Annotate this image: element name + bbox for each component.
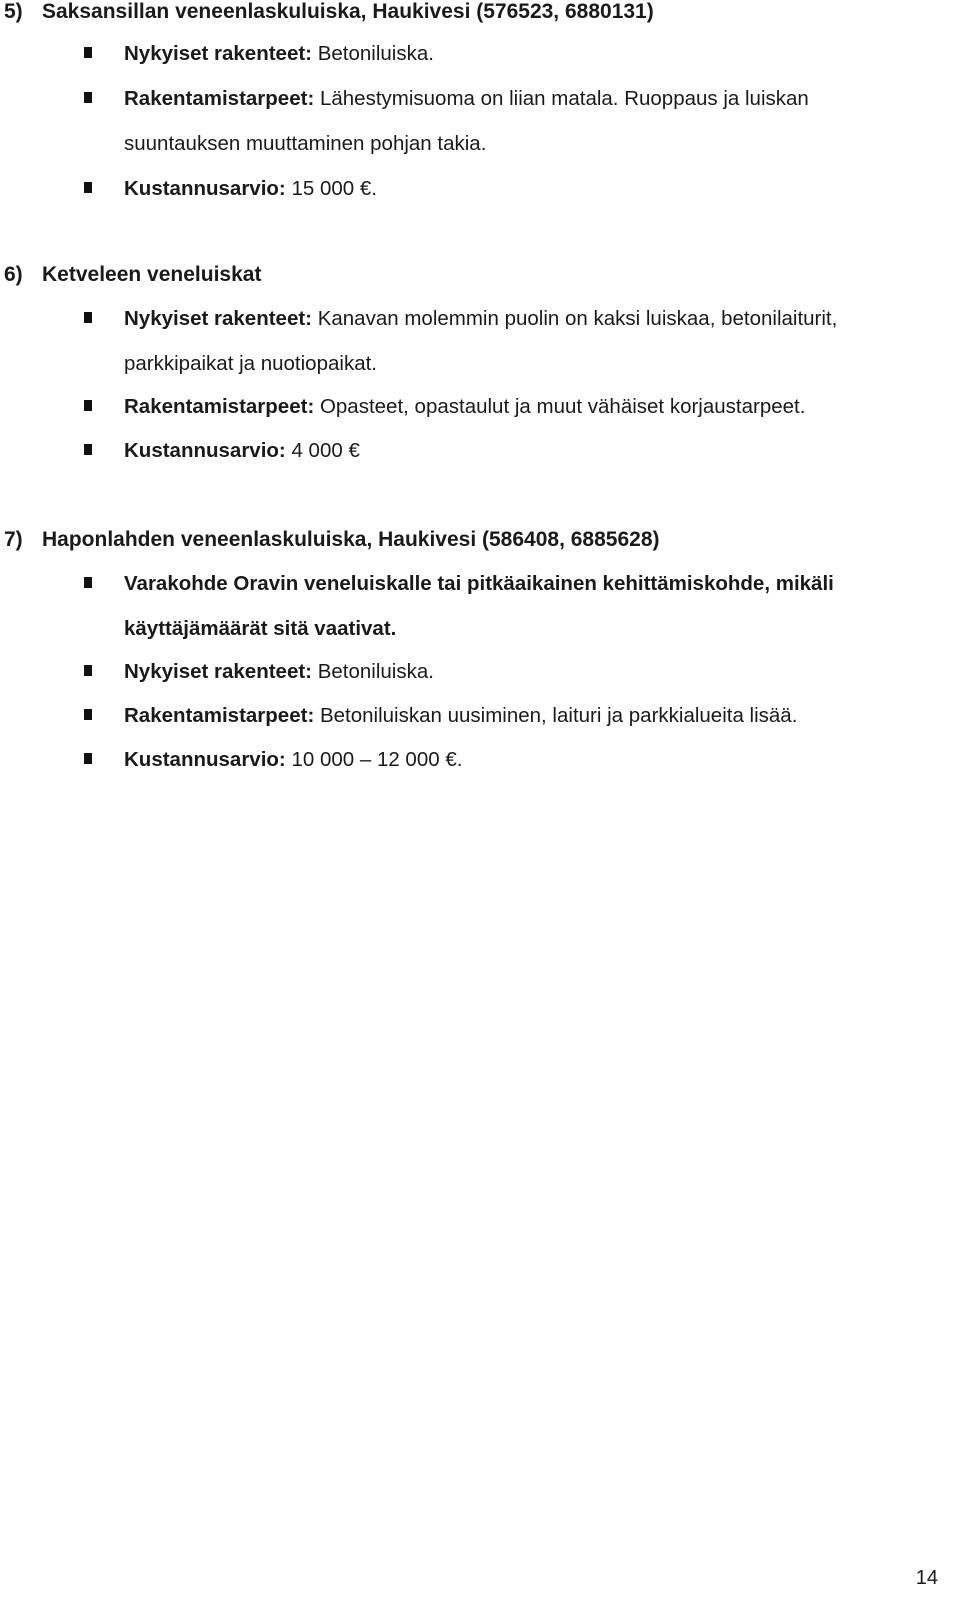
section-title: Ketveleen veneluiskat — [42, 263, 262, 286]
list-item — [84, 693, 944, 738]
item-value: Betoniluiskan uusiminen, laituri ja parkkialueita lisää. — [314, 704, 798, 727]
item-label: Rakentamistarpeet: — [124, 87, 315, 110]
square-bullet-icon — [84, 47, 92, 58]
square-bullet-icon — [84, 709, 92, 720]
section-heading — [4, 527, 660, 553]
list-item — [84, 296, 944, 386]
item-label: Rakentamistarpeet: — [124, 704, 315, 727]
item-value: Kanavan molemmin puolin on kaksi luiskaa, betonilaiturit, — [312, 307, 838, 330]
item-label: Nykyiset rakenteet: — [124, 307, 313, 330]
list-item — [84, 31, 944, 76]
page-number: 14 — [915, 1567, 938, 1589]
section-title: Saksansillan veneenlaskuluiska, Haukivesi (576523, 6880131) — [42, 0, 654, 23]
item-label: Kustannusarvio: — [124, 439, 286, 462]
item-value: 10 000 – 12 000 €. — [285, 748, 463, 771]
square-bullet-icon — [84, 400, 92, 411]
item-label: Kustannusarvio: — [124, 748, 286, 771]
item-value: Opasteet, opastaulut ja muut vähäiset korjaustarpeet. — [314, 395, 806, 418]
section-title: Haponlahden veneenlaskuluiska, Haukivesi (586408, 6885628) — [42, 528, 660, 551]
list-item — [84, 76, 944, 166]
section-heading — [4, 262, 261, 288]
square-bullet-icon — [84, 753, 92, 764]
list-item — [84, 649, 944, 694]
list-item — [84, 561, 944, 651]
item-continuation: käyttäjämäärät sitä vaativat. — [124, 617, 397, 640]
item-label: Nykyiset rakenteet: — [124, 660, 313, 683]
item-value: Betoniluiska. — [312, 660, 434, 683]
list-item — [84, 428, 944, 473]
item-label: Kustannusarvio: — [124, 177, 286, 200]
square-bullet-icon — [84, 312, 92, 323]
item-continuation: parkkipaikat ja nuotiopaikat. — [124, 352, 377, 375]
square-bullet-icon — [84, 577, 92, 588]
square-bullet-icon — [84, 92, 92, 103]
item-label: Nykyiset rakenteet: — [124, 42, 313, 65]
square-bullet-icon — [84, 182, 92, 193]
section-number: 5) — [4, 0, 23, 23]
section-number: 6) — [4, 263, 23, 286]
item-value: Lähestymisuoma on liian matala. Ruoppaus ja luiskan — [314, 87, 809, 110]
square-bullet-icon — [84, 444, 92, 455]
item-continuation: suuntauksen muuttaminen pohjan takia. — [124, 132, 487, 155]
section-number: 7) — [4, 528, 23, 551]
square-bullet-icon — [84, 665, 92, 676]
item-value: Betoniluiska. — [312, 42, 434, 65]
item-value: 15 000 €. — [285, 177, 377, 200]
item-label: Rakentamistarpeet: — [124, 395, 315, 418]
list-item — [84, 384, 944, 429]
list-item — [84, 737, 944, 782]
section-heading — [4, 0, 654, 25]
item-value: 4 000 € — [285, 439, 360, 462]
list-item — [84, 166, 944, 211]
item-label: Varakohde Oravin veneluiskalle tai pitkäaikainen kehittämiskohde, mikäli — [124, 572, 834, 595]
